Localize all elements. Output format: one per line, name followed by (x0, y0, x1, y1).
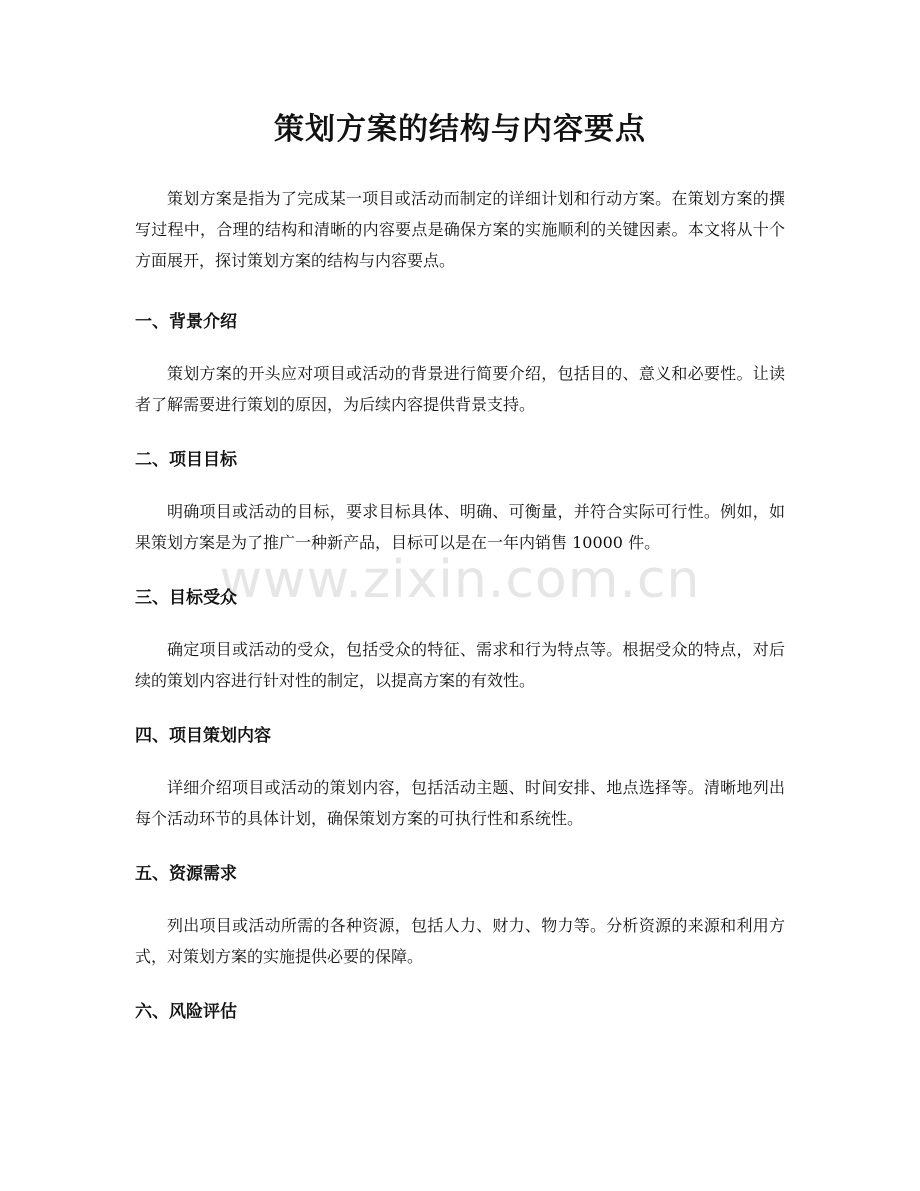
watermark-text: www.zixin.com.cn (219, 550, 701, 610)
section-body-audience: 确定项目或活动的受众，包括受众的特征、需求和行为特点等。根据受众的特点，对后续的策划内容进行针对性的制定，以提高方案的有效性。 (135, 640, 785, 690)
section-heading-risk: 六、风险评估 (135, 1002, 237, 1022)
section-heading-resources: 五、资源需求 (135, 864, 237, 884)
section-body-goals: 明确项目或活动的目标，要求目标具体、明确、可衡量，并符合实际可行性。例如，如果策划方案是为了推广一种新产品，目标可以是在一年内销售 10000 件。 (135, 502, 785, 552)
section-heading-background: 一、背景介绍 (135, 312, 237, 332)
section-heading-content: 四、项目策划内容 (135, 726, 271, 746)
section-body-content: 详细介绍项目或活动的策划内容，包括活动主题、时间安排、地点选择等。清晰地列出每个活动环节的具体计划，确保策划方案的可执行性和系统性。 (135, 778, 785, 828)
document-title: 策划方案的结构与内容要点 (274, 112, 646, 147)
section-body-resources: 列出项目或活动所需的各种资源，包括人力、财力、物力等。分析资源的来源和利用方式，对策划方案的实施提供必要的保障。 (135, 916, 785, 966)
section-heading-audience: 三、目标受众 (135, 588, 237, 608)
section-body-background: 策划方案的开头应对项目或活动的背景进行简要介绍，包括目的、意义和必要性。让读者了解需要进行策划的原因，为后续内容提供背景支持。 (135, 364, 785, 414)
intro-paragraph: 策划方案是指为了完成某一项目或活动而制定的详细计划和行动方案。在策划方案的撰写过程中，合理的结构和清晰的内容要点是确保方案的实施顺利的关键因素。本文将从十个方面展开，探讨策划方案的结构与内容要点。 (135, 189, 785, 270)
section-heading-goals: 二、项目目标 (135, 450, 237, 470)
